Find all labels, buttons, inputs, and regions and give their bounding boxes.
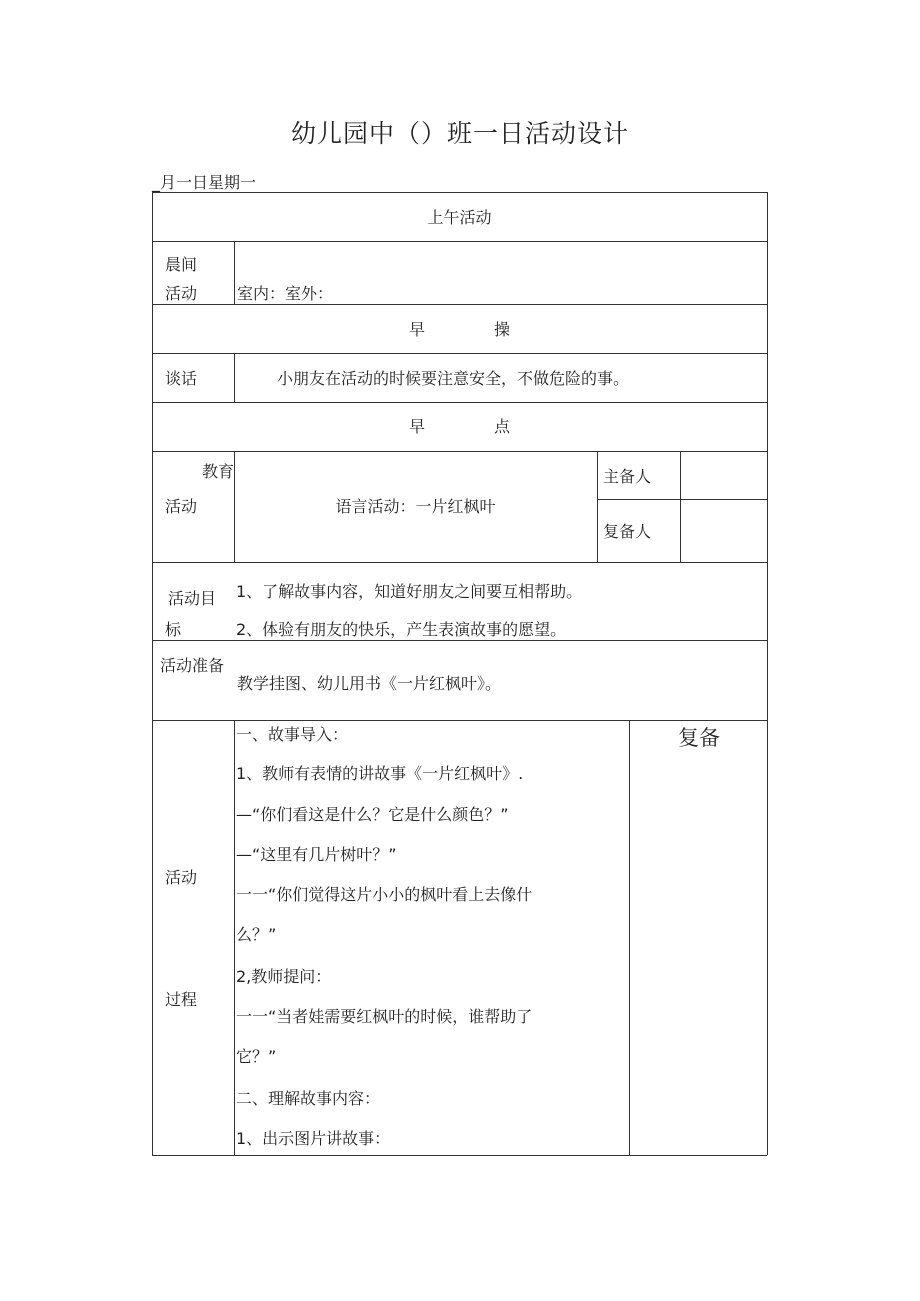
col-divider	[234, 353, 235, 402]
row-divider	[152, 402, 767, 403]
preparation-content: 教学挂图、幼儿用书《一片红枫叶》。	[237, 674, 502, 693]
goal-item: 1、了解故事内容，知道好朋友之间要互相帮助。	[236, 582, 583, 601]
education-activity-name: 语言活动：一片红枫叶	[335, 497, 496, 516]
goals-label-line2: 标	[165, 620, 182, 639]
row-divider	[152, 353, 767, 354]
education-label-line1: 教育	[202, 462, 235, 481]
lead-preparer-label: 主备人	[603, 467, 652, 486]
review-header: 复备	[678, 726, 720, 750]
col-divider	[234, 720, 235, 1155]
row-divider	[152, 640, 767, 641]
goals-label-line1: 活动目	[168, 589, 217, 608]
row-divider	[152, 304, 767, 305]
education-label-line2: 活动	[165, 497, 198, 516]
exercise-label-a: 早	[409, 320, 426, 339]
process-line: 一一“你们觉得这片小小的枫叶看上去像什	[236, 885, 533, 904]
process-line: 2,教师提问：	[236, 967, 332, 986]
co-preparer-label: 复备人	[603, 522, 652, 541]
col-divider	[234, 241, 235, 304]
talk-content: 小朋友在活动的时候要注意安全，不做危险的事。	[277, 369, 630, 388]
row-divider	[597, 499, 767, 500]
goal-item: 2、体验有朋友的快乐，产生表演故事的愿望。	[236, 620, 567, 639]
preparation-label: 活动准备	[160, 656, 225, 675]
table-border-right	[767, 192, 768, 1155]
col-divider	[629, 720, 630, 1155]
table-border-left	[152, 192, 153, 1155]
row-divider	[152, 1155, 767, 1156]
row-divider	[152, 720, 767, 721]
page-title: 幼儿园中（）班一日活动设计	[290, 119, 629, 148]
process-label-line1: 活动	[165, 868, 198, 887]
arrival-label-line2: 活动	[165, 284, 198, 303]
col-divider	[680, 451, 681, 562]
snack-label-a: 早	[409, 417, 426, 436]
process-line: —“你们看这是什么？它是什么颜色？”	[236, 805, 509, 824]
row-divider	[152, 451, 767, 452]
morning-section-title: 上午活动	[427, 208, 492, 227]
row-divider	[152, 562, 767, 563]
date-line: _月一日星期一	[152, 173, 257, 192]
row-divider	[152, 192, 767, 193]
process-line: 1、教师有表情的讲故事《一片红枫叶》.	[236, 764, 524, 783]
process-line: 1、出示图片讲故事：	[236, 1129, 391, 1148]
row-divider	[152, 241, 767, 242]
process-line: 一、故事导入：	[236, 725, 349, 744]
arrival-label-line1: 晨间	[165, 255, 198, 274]
process-line: 么？”	[236, 925, 277, 944]
process-line: 一一“当者娃需要红枫叶的时候，谁帮助了	[236, 1007, 533, 1026]
process-line: 它？”	[236, 1047, 277, 1066]
exercise-label-b: 操	[494, 320, 511, 339]
talk-label: 谈话	[165, 369, 198, 388]
col-divider	[597, 451, 598, 562]
process-line: 二、理解故事内容：	[236, 1089, 381, 1108]
snack-label-b: 点	[494, 417, 511, 436]
arrival-content: 室内：室外：	[237, 284, 334, 303]
process-label-line2: 过程	[165, 990, 198, 1009]
process-line: —“这里有几片树叶？”	[236, 845, 397, 864]
